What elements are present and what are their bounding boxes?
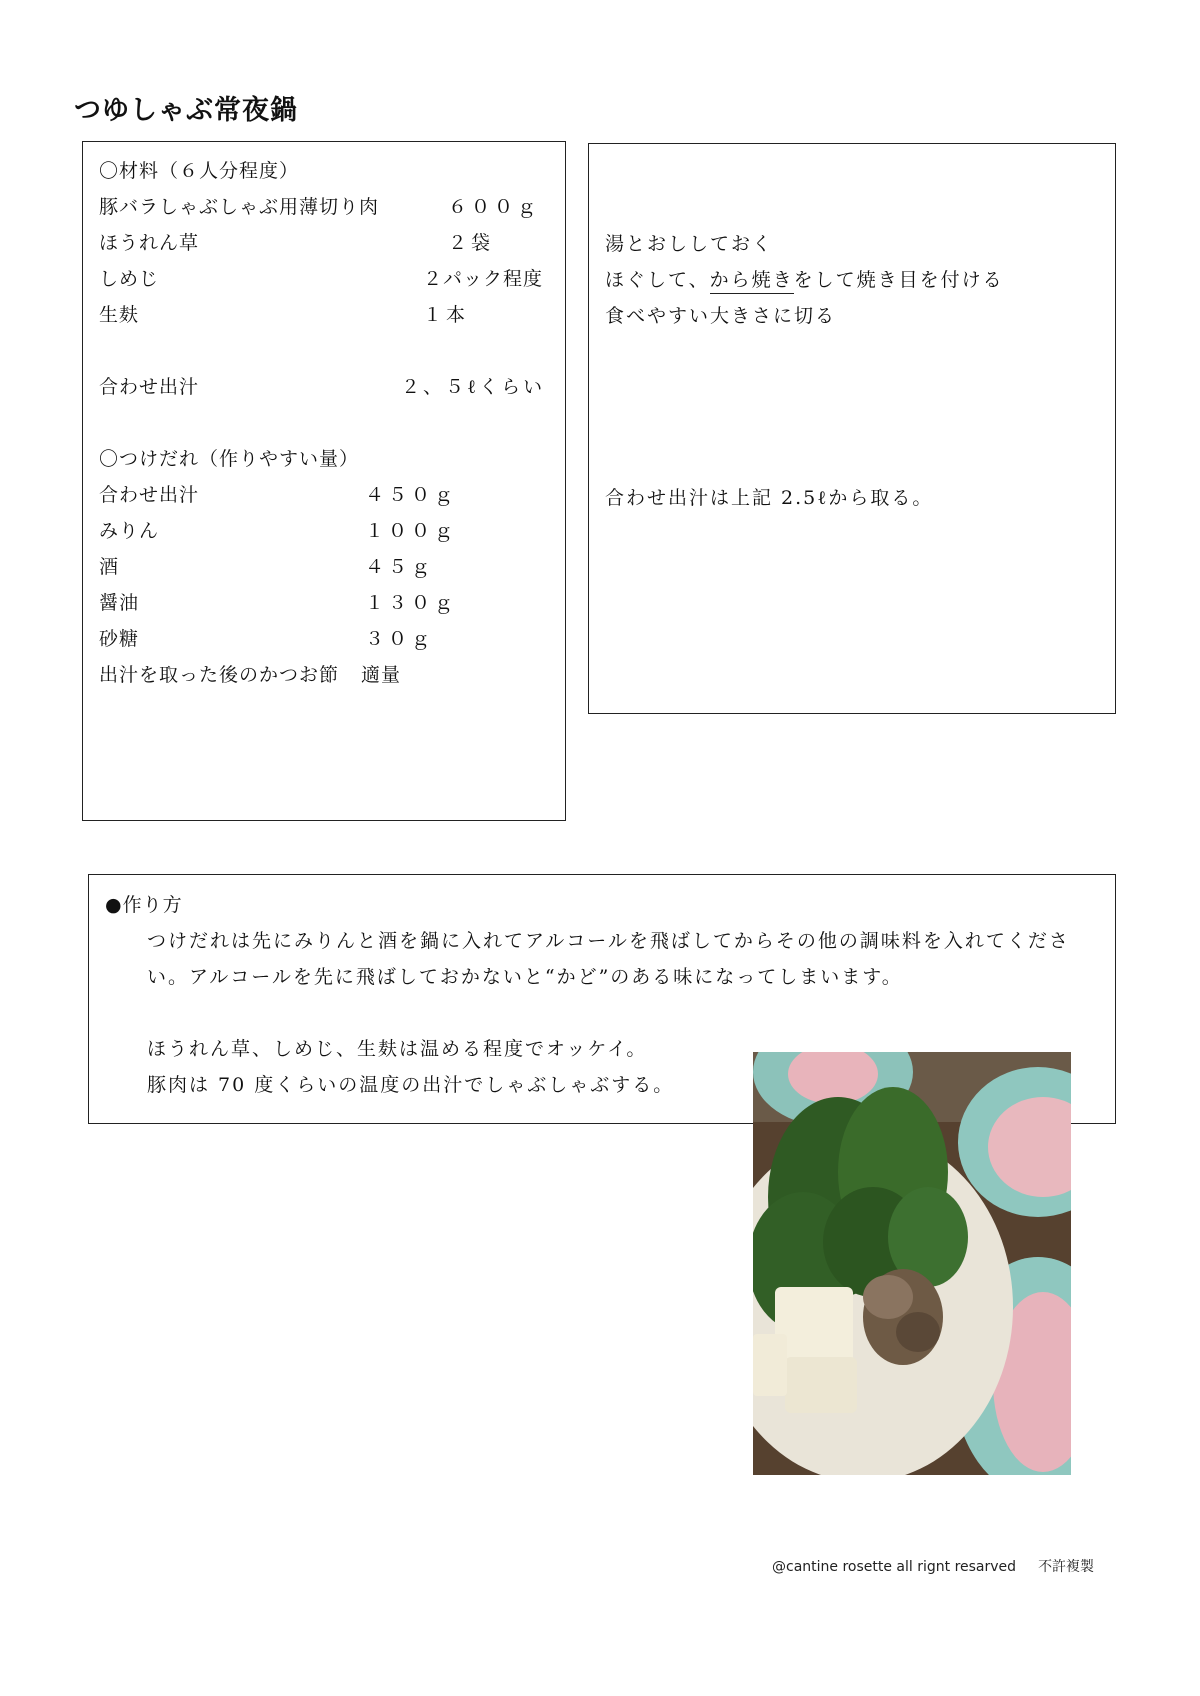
sauce-item-name: 合わせ出汁 bbox=[99, 484, 200, 506]
ingredient-name: 豚バラしゃぶしゃぶ用薄切り肉 bbox=[99, 196, 380, 218]
ingredient-qty: １本 bbox=[423, 304, 470, 326]
note-line: 湯とおししておく bbox=[605, 233, 774, 255]
sauce-item-name: 砂糖 bbox=[99, 628, 140, 650]
sauce-item-qty: １３０ｇ bbox=[365, 592, 458, 614]
note-line: 合わせ出汁は上記 2.5ℓから取る。 bbox=[605, 487, 934, 509]
method-heading: ●作り方 bbox=[105, 894, 183, 916]
katsuobushi-qty: 適量 bbox=[361, 664, 402, 686]
dashi-name: 合わせ出汁 bbox=[99, 376, 200, 398]
recipe-title: つゆしゃぶ常夜鍋 bbox=[74, 95, 298, 126]
dish-photo-illustration bbox=[753, 1052, 1071, 1475]
copyright-text: @cantine rosette all rignt resarved bbox=[772, 1559, 1017, 1575]
ingredient-qty: ６００ｇ bbox=[448, 196, 541, 218]
ingredient-qty: ２パック程度 bbox=[423, 268, 544, 290]
sauce-heading: 〇つけだれ（作りやすい量） bbox=[99, 448, 360, 470]
dish-photo bbox=[753, 1052, 1071, 1475]
notes-box bbox=[588, 143, 1116, 714]
dashi-qty: ２、５ℓくらい bbox=[401, 376, 546, 398]
sauce-item-qty: ４５ｇ bbox=[365, 556, 435, 578]
underlined-term: から焼き bbox=[710, 269, 794, 294]
footer bbox=[772, 1556, 1094, 1576]
no-reproduction-notice: 不許複製 bbox=[1038, 1559, 1095, 1575]
katsuobushi-name: 出汁を取った後のかつお節 bbox=[99, 664, 340, 686]
method-text: ほうれん草、しめじ、生麸は温める程度でオッケイ。 bbox=[147, 1038, 648, 1060]
method-text: い。アルコールを先に飛ばしておかないと“かど”のある味になってしまいます。 bbox=[147, 966, 903, 988]
ingredients-box bbox=[82, 141, 566, 821]
sauce-item-name: みりん bbox=[99, 520, 160, 542]
note-text: をして焼き目を付ける bbox=[793, 269, 1004, 291]
note-line: 食べやすい大きさに切る bbox=[605, 305, 837, 327]
method-text: つけだれは先にみりんと酒を鍋に入れてアルコールを飛ばしてからその他の調味料を入れてくださ bbox=[147, 930, 1070, 952]
ingredient-name: ほうれん草 bbox=[99, 232, 200, 254]
method-text: 豚肉は 70 度くらいの温度の出汁でしゃぶしゃぶする。 bbox=[147, 1074, 675, 1096]
note-line bbox=[605, 265, 1004, 292]
note-text: ほぐして、 bbox=[605, 269, 710, 291]
sauce-item-name: 醤油 bbox=[99, 592, 140, 614]
sauce-item-qty: ４５０ｇ bbox=[365, 484, 458, 506]
sauce-item-name: 酒 bbox=[99, 556, 120, 578]
ingredient-name: 生麸 bbox=[99, 304, 140, 326]
sauce-item-qty: ３０ｇ bbox=[365, 628, 435, 650]
sauce-item-qty: １００ｇ bbox=[365, 520, 458, 542]
ingredients-heading: 〇材料（６人分程度） bbox=[99, 160, 300, 182]
ingredient-qty: ２袋 bbox=[448, 232, 495, 254]
ingredient-name: しめじ bbox=[99, 268, 160, 290]
